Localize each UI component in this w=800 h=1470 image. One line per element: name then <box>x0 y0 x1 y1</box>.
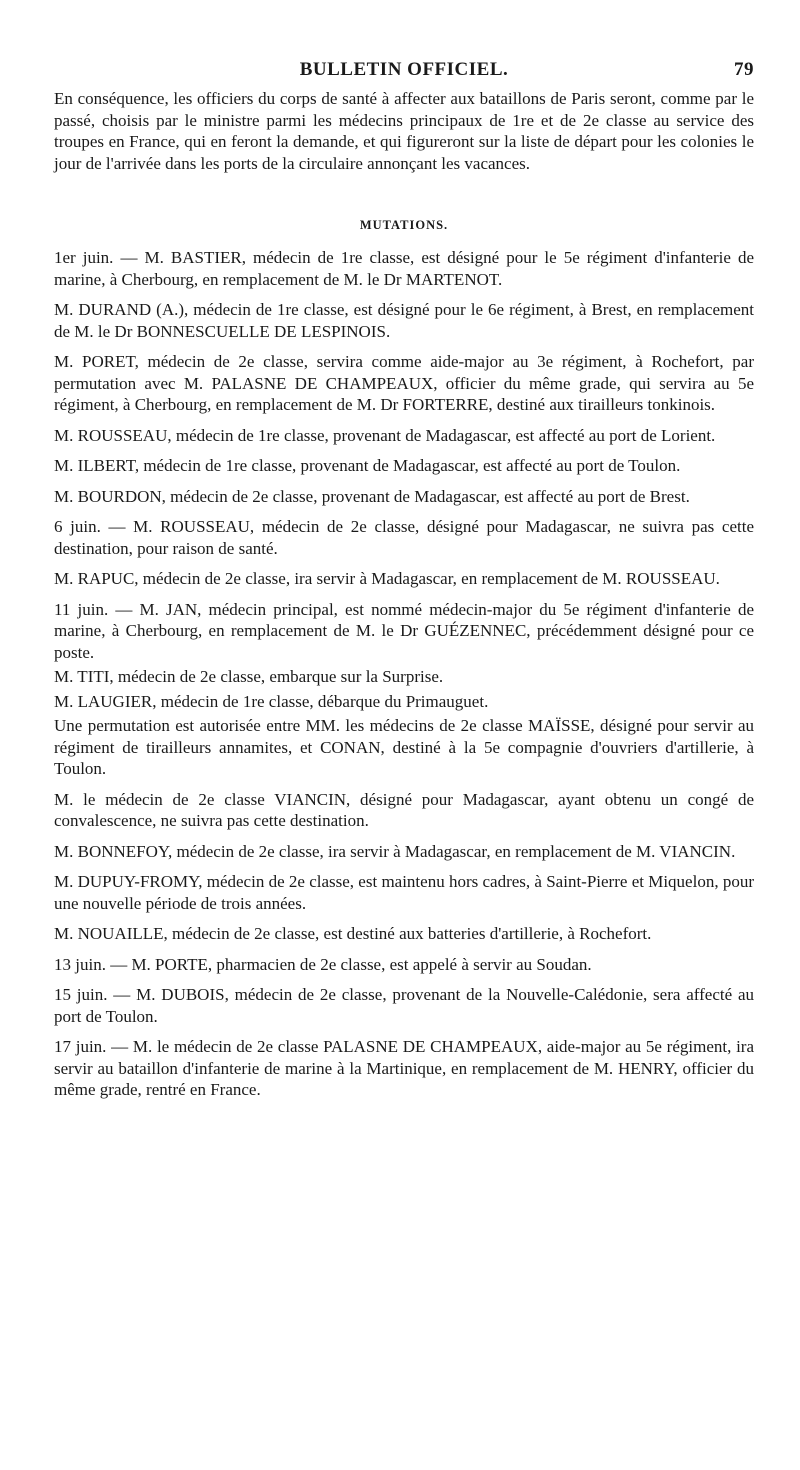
mutation-entry: M. PORET, médecin de 2e classe, servira comme aide-major au 3e régiment, à Rochefort, par permutation avec M. PALASNE DE CHAMPEAUX, officier du même grade, qui servira au 5e régiment, à Cherbourg, en remplacement de M. Dr FORTERRE, destiné aux tirailleurs tonkinois. <box>54 352 754 414</box>
mutation-entry: M. LAUGIER, médecin de 1re classe, débarque du Primauguet. <box>54 691 489 711</box>
mutation-entry: M. ILBERT, médecin de 1re classe, provenant de Madagascar, est affecté au port de Toulon. <box>54 456 681 475</box>
mutation-entry: M. DUPUY-FROMY, médecin de 2e classe, est maintenu hors cadres, à Saint-Pierre et Miquelon, pour une nouvelle période de trois années. <box>54 872 754 913</box>
mutation-entry: 13 juin. — M. PORTE, pharmacien de 2e classe, est appelé à servir au Soudan. <box>54 954 592 974</box>
mutation-entry: M. TITI, médecin de 2e classe, embarque sur la Surprise. <box>54 667 444 686</box>
mutation-entry: M. DURAND (A.), médecin de 1re classe, est désigné pour le 6e régiment, à Brest, en remplacement de M. le Dr BONNESCUELLE DE LESPINOIS. <box>54 300 754 341</box>
page-number: 79 <box>734 59 754 80</box>
mutation-entry: M. le médecin de 2e classe VIANCIN, désigné pour Madagascar, ayant obtenu un congé de convalescence, ne suivra pas cette destination. <box>54 789 754 830</box>
mutation-entry: M. NOUAILLE, médecin de 2e classe, est destiné aux batteries d'artillerie, à Rochefort. <box>54 924 652 943</box>
document-page <box>54 52 754 1110</box>
mutation-entry: 15 juin. — M. DUBOIS, médecin de 2e classe, provenant de la Nouvelle-Calédonie, sera affecté au port de Toulon. <box>54 985 754 1026</box>
mutation-entry: M. RAPUC, médecin de 2e classe, ira servir à Madagascar, en remplacement de M. ROUSSEAU. <box>54 569 720 588</box>
mutation-entry: M. ROUSSEAU, médecin de 1re classe, provenant de Madagascar, est affecté au port de Lorient. <box>54 425 716 445</box>
mutation-entry: M. BONNEFOY, médecin de 2e classe, ira servir à Madagascar, en remplacement de M. VIANCIN. <box>54 841 736 861</box>
section-title: MUTATIONS. <box>359 218 449 232</box>
mutation-entry: M. BOURDON, médecin de 2e classe, provenant de Madagascar, est affecté au port de Brest. <box>54 486 690 506</box>
mutations-list <box>54 247 754 1101</box>
mutation-entry: 1er juin. — M. BASTIER, médecin de 1re classe, est désigné pour le 5e régiment d'infanterie de marine, à Cherbourg, en remplacement de M. le Dr MARTENOT. <box>54 248 754 289</box>
running-title: BULLETIN OFFICIEL. <box>299 59 509 80</box>
intro-paragraph: En conséquence, les officiers du corps de santé à affecter aux bataillons de Paris seront, comme par le passé, choisis par le ministre parmi les médecins principaux de 1re et de 2e classe au service des troupes en France, qui en feront la demande, et qui figureront sur la liste de départ pour les colonies le jour de l'arrivée dans les ports de la circulaire annonçant les vacances. <box>54 89 754 173</box>
page-header <box>54 52 754 88</box>
mutation-entry: 17 juin. — M. le médecin de 2e classe PALASNE DE CHAMPEAUX, aide-major au 5e régiment, ira servir au bataillon d'infanterie de marine à la Martinique, en remplacement de M. HENRY, officier du même grade, rentré en France. <box>54 1037 754 1099</box>
mutation-entry: 11 juin. — M. JAN, médecin principal, est nommé médecin-major du 5e régiment d'infanterie de marine, à Cherbourg, en remplacement de M. le Dr GUÉZENNEC, précédemment désigné pour ce poste. <box>54 599 754 662</box>
mutation-entry: 6 juin. — M. ROUSSEAU, médecin de 2e classe, désigné pour Madagascar, ne suivra pas cette destination, pour raison de santé. <box>54 517 754 558</box>
mutation-entry: Une permutation est autorisée entre MM. les médecins de 2e classe MAÏSSE, désigné pour servir au régiment de tirailleurs annamites, et CONAN, destiné à la 5e compagnie d'ouvriers d'artillerie, à Toulon. <box>54 716 754 778</box>
